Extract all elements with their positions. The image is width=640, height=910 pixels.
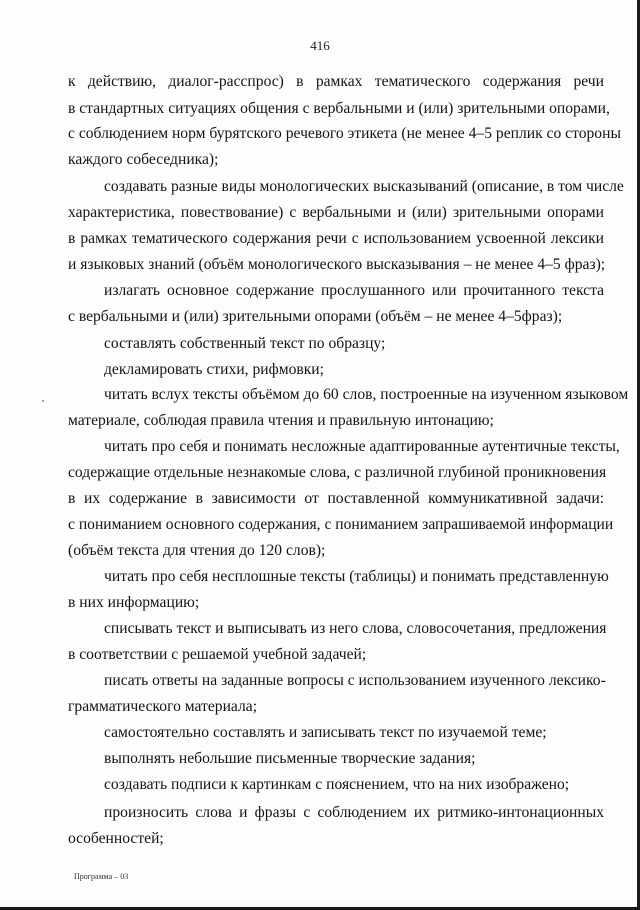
text-line: декламировать стихи, рифмовки; — [104, 361, 324, 378]
footer-note: Программа – 03 — [74, 872, 129, 881]
text-line: материале, соблюдая правила чтения и правильную интонацию; — [68, 412, 494, 429]
text-line: содержащие отдельные незнакомые слова, с различной глубиной проникновения — [68, 464, 607, 481]
text-line: с пониманием основного содержания, с пониманием запрашиваемой информации — [68, 516, 614, 533]
text-line: читать про себя и понимать несложные адаптированные аутентичные тексты, — [104, 438, 620, 455]
text-line: грамматического материала; — [68, 698, 258, 715]
text-line: выполнять небольшие письменные творческие задания; — [104, 750, 476, 767]
scan-speck — [42, 400, 44, 402]
text-line: составлять собственный текст по образцу; — [104, 335, 386, 352]
text-line: создавать подписи к картинкам с пояснением, что на них изображено; — [104, 776, 570, 793]
text-line: и языковых знаний (объём монологического высказывания – не менее 4–5 фраз); — [68, 256, 606, 273]
text-line: читать вслух тексты объёмом до 60 слов, построенные на изученном языковом — [104, 386, 629, 403]
text-line: к действию, диалог-расспрос) в рамках тематического содержания речи — [68, 73, 604, 90]
text-line: характеристика, повествование) с вербальными и (или) зрительными опорами — [68, 204, 604, 221]
text-line: особенностей; — [68, 830, 164, 847]
text-line: (объём текста для чтения до 120 слов); — [68, 542, 326, 559]
page-number: 416 — [310, 38, 330, 53]
text-line: в соответствии с решаемой учебной задачей; — [68, 646, 367, 663]
text-line: произносить слова и фразы с соблюдением их ритмико-интонационных — [104, 804, 604, 821]
text-line: в стандартных ситуациях общения с вербальными и (или) зрительными опорами, — [68, 100, 610, 117]
text-line: в рамках тематического содержания речи с использованием усвоенной лексики — [68, 230, 604, 247]
text-line: читать про себя несплошные тексты (таблицы) и понимать представленную — [104, 568, 609, 585]
text-line: с соблюдением норм бурятского речевого этикета (не менее 4–5 реплик со стороны — [68, 125, 621, 142]
text-line: в них информацию; — [68, 594, 200, 611]
text-line: излагать основное содержание прослушанного или прочитанного текста — [104, 282, 604, 299]
text-line: в их содержание в зависимости от поставленной коммуникативной задачи: — [68, 490, 604, 507]
text-line: самостоятельно составлять и записывать текст по изучаемой теме; — [104, 724, 547, 741]
text-line: с вербальными и (или) зрительными опорами (объём – не менее 4–5фраз); — [68, 308, 563, 325]
text-line: списывать текст и выписывать из него слова, словосочетания, предложения — [104, 620, 607, 637]
text-line: каждого собеседника); — [68, 151, 219, 168]
text-line: создавать разные виды монологических высказываний (описание, в том числе — [104, 178, 624, 195]
text-line: писать ответы на заданные вопросы с использованием изученного лексико- — [104, 672, 606, 689]
